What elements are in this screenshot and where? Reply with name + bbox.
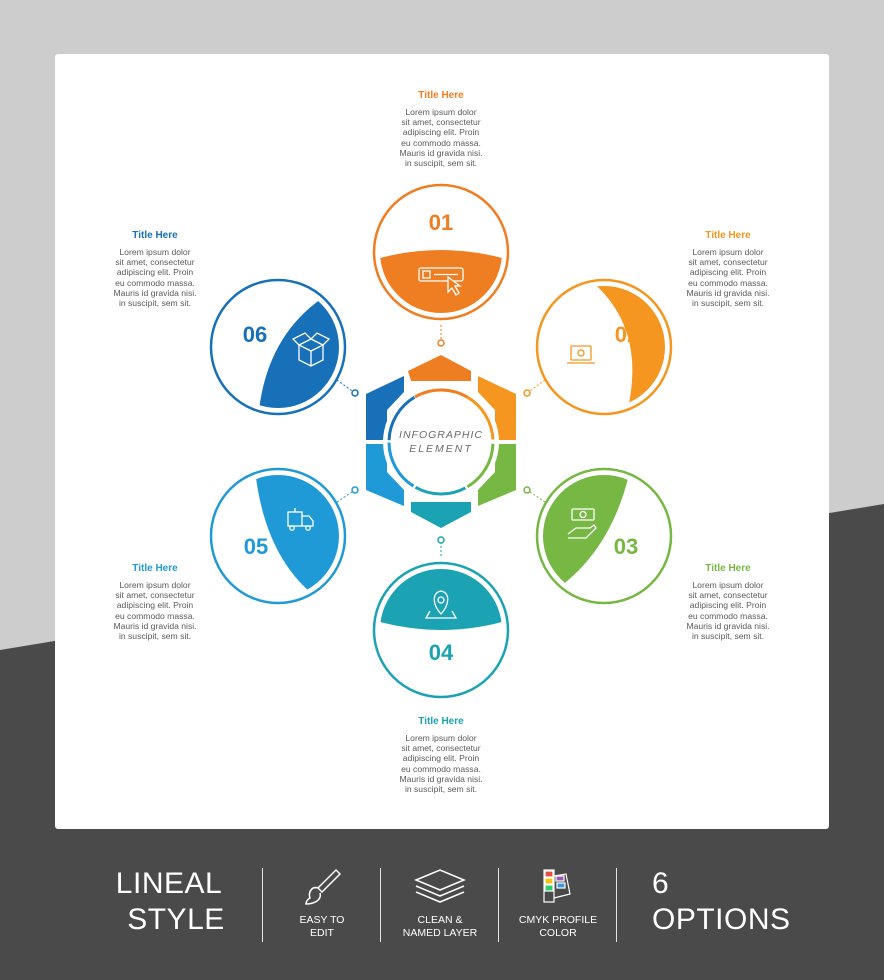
body-line: in suscipit, sem sit. bbox=[404, 784, 478, 795]
body-line: adipiscing elit. Proin bbox=[402, 127, 480, 138]
body-01 bbox=[381, 107, 501, 168]
divider bbox=[380, 868, 381, 942]
body-line: Mauris id gravida nisi. bbox=[399, 147, 483, 158]
body-line: sit amet, consectetur bbox=[688, 257, 768, 268]
body-06 bbox=[95, 247, 215, 308]
divider bbox=[616, 868, 617, 942]
option-number-06: 06 bbox=[242, 322, 268, 347]
body-line: Lorem ipsum dolor bbox=[692, 247, 764, 257]
center-gear bbox=[366, 355, 516, 528]
option-number-01: 01 bbox=[428, 210, 454, 235]
option-number-02: 02 bbox=[614, 322, 640, 347]
body-line: Mauris id gravida nisi. bbox=[686, 620, 770, 631]
option-circle-02 bbox=[537, 280, 680, 420]
style-label-line1: LINEAL bbox=[115, 867, 223, 900]
color-swatch-icon bbox=[538, 866, 578, 910]
text-block-04 bbox=[381, 716, 501, 794]
body-03 bbox=[668, 580, 788, 641]
body-line: eu commodo massa. bbox=[115, 277, 195, 288]
body-line: sit amet, consectetur bbox=[115, 590, 195, 601]
divider bbox=[262, 868, 263, 942]
text-block-02 bbox=[668, 230, 788, 308]
option-number-03: 03 bbox=[613, 534, 639, 559]
body-line: sit amet, consectetur bbox=[401, 117, 481, 128]
body-line: in suscipit, sem sit. bbox=[118, 298, 192, 309]
body-line: Lorem ipsum dolor bbox=[692, 580, 764, 590]
title-05: Title Here bbox=[132, 563, 178, 574]
body-line: adipiscing elit. Proin bbox=[689, 267, 767, 278]
body-line: Lorem ipsum dolor bbox=[119, 580, 191, 590]
body-line: eu commodo massa. bbox=[688, 610, 768, 621]
body-line: in suscipit, sem sit. bbox=[691, 631, 765, 642]
body-line: Mauris id gravida nisi. bbox=[113, 287, 197, 298]
feature-3-line2: COLOR bbox=[539, 927, 577, 939]
body-line: sit amet, consectetur bbox=[401, 743, 481, 754]
feature-3-line1: CMYK PROFILE bbox=[518, 914, 598, 926]
options-word: OPTIONS bbox=[652, 903, 791, 936]
title-04: Title Here bbox=[418, 716, 464, 727]
body-line: Lorem ipsum dolor bbox=[405, 733, 477, 743]
option-circle-06 bbox=[211, 280, 350, 420]
body-line: eu commodo massa. bbox=[688, 277, 768, 288]
options-count: 6 bbox=[652, 867, 670, 900]
body-line: Lorem ipsum dolor bbox=[405, 107, 477, 117]
feature-2-line2: NAMED LAYER bbox=[402, 927, 478, 939]
body-02 bbox=[668, 247, 788, 308]
text-block-05 bbox=[95, 563, 215, 641]
layers-icon bbox=[412, 866, 468, 910]
option-number-04: 04 bbox=[428, 640, 454, 665]
body-04 bbox=[381, 733, 501, 794]
body-line: eu commodo massa. bbox=[115, 610, 195, 621]
body-line: adipiscing elit. Proin bbox=[116, 600, 194, 611]
body-05 bbox=[95, 580, 215, 641]
body-line: Mauris id gravida nisi. bbox=[686, 287, 770, 298]
text-block-06 bbox=[95, 230, 215, 308]
title-03: Title Here bbox=[705, 563, 751, 574]
title-02: Title Here bbox=[705, 230, 751, 241]
feature-1-line1: EASY TO bbox=[299, 914, 345, 926]
text-block-01 bbox=[381, 90, 501, 168]
feature-easy-to-edit bbox=[276, 866, 368, 940]
paintbrush-icon bbox=[302, 866, 342, 910]
body-line: in suscipit, sem sit. bbox=[118, 631, 192, 642]
center-label-line1: INFOGRAPHIC bbox=[399, 429, 483, 441]
style-label bbox=[104, 866, 234, 938]
body-line: adipiscing elit. Proin bbox=[402, 753, 480, 764]
body-line: adipiscing elit. Proin bbox=[689, 600, 767, 611]
body-line: in suscipit, sem sit. bbox=[691, 298, 765, 309]
title-01: Title Here bbox=[418, 90, 464, 101]
body-line: Mauris id gravida nisi. bbox=[113, 620, 197, 631]
option-circle-04 bbox=[374, 560, 508, 697]
divider bbox=[498, 868, 499, 942]
feature-2-line1: CLEAN & bbox=[417, 914, 463, 926]
text-block-03 bbox=[668, 563, 788, 641]
body-line: eu commodo massa. bbox=[401, 763, 481, 774]
option-circle-03 bbox=[525, 469, 671, 603]
feature-cmyk-profile-color bbox=[508, 866, 608, 940]
feature-clean-named-layer bbox=[392, 866, 488, 940]
body-line: sit amet, consectetur bbox=[115, 257, 195, 268]
body-line: eu commodo massa. bbox=[401, 137, 481, 148]
style-label-line2: STYLE bbox=[127, 903, 225, 936]
title-06: Title Here bbox=[132, 230, 178, 241]
option-circle-01 bbox=[374, 185, 508, 320]
option-number-05: 05 bbox=[243, 534, 269, 559]
option-circle-05 bbox=[211, 469, 350, 603]
body-line: sit amet, consectetur bbox=[688, 590, 768, 601]
body-line: in suscipit, sem sit. bbox=[404, 158, 478, 169]
feature-1-line2: EDIT bbox=[310, 927, 334, 939]
body-line: Mauris id gravida nisi. bbox=[399, 773, 483, 784]
body-line: adipiscing elit. Proin bbox=[116, 267, 194, 278]
body-line: Lorem ipsum dolor bbox=[119, 247, 191, 257]
options-label bbox=[652, 866, 822, 938]
center-label-line2: ELEMENT bbox=[409, 443, 473, 455]
